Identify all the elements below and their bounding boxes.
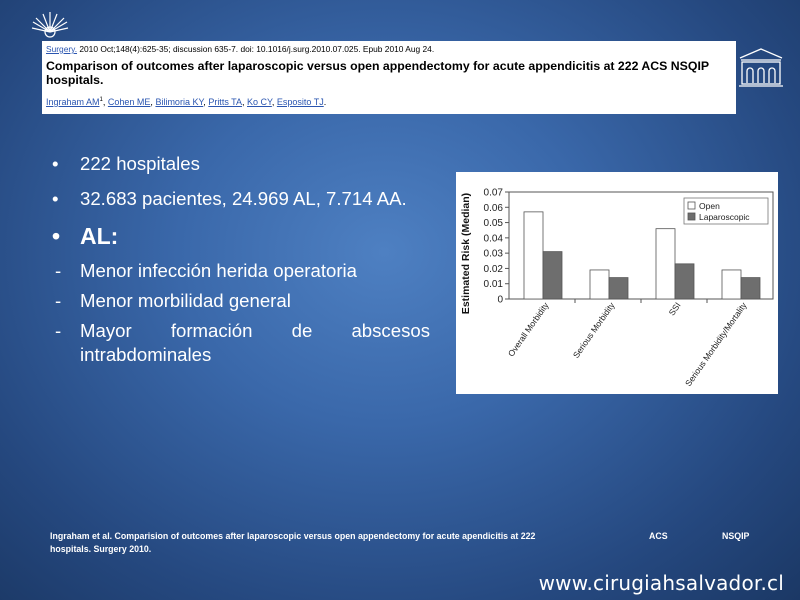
dash-mark: -	[55, 260, 62, 281]
legend-swatch	[688, 213, 695, 220]
bar-open	[524, 212, 543, 299]
footnote-nsqip: NSQIP	[722, 531, 750, 541]
bullet-mark: •	[52, 188, 59, 209]
dash-mark: -	[55, 320, 62, 341]
bullet-item	[50, 187, 430, 211]
bullet-item	[50, 152, 430, 176]
y-tick-label: 0.02	[483, 263, 503, 275]
website-url: www.cirugiahsalvador.cl	[538, 571, 784, 595]
bullet-mark: •	[52, 153, 59, 174]
author-link[interactable]: Pritts TA	[208, 97, 242, 107]
journal-link[interactable]: Surgery.	[46, 44, 78, 54]
y-tick-label: 0.04	[483, 233, 503, 245]
footnote-line-1: Ingraham et al. Comparision of outcomes after laparoscopic versus open appendectomy for acute apendicitis at 222	[50, 531, 536, 541]
author-link[interactable]: Bilimoria KY	[155, 97, 204, 107]
dash-text-continued: intrabdominales	[80, 344, 212, 365]
footnote	[50, 530, 770, 556]
bar-open	[722, 270, 741, 299]
bar-laparoscopic	[675, 264, 694, 299]
dash-item	[50, 259, 430, 283]
legend-label: Laparoscopic	[699, 212, 750, 222]
bar-laparoscopic	[741, 278, 760, 299]
citation-details: 2010 Oct;148(4):625-35; discussion 635-7. doi: 10.1016/j.surg.2010.07.025. Epub 2010 Aug 24.	[77, 44, 435, 54]
y-tick-label: 0.03	[483, 248, 503, 260]
chart-panel	[456, 172, 778, 394]
x-tick-label: Serious Morbidity/Mortality	[683, 300, 749, 389]
y-tick-label: 0.07	[483, 187, 503, 199]
hospital-building-logo-icon	[738, 46, 784, 88]
y-tick-label: 0.06	[483, 202, 503, 214]
author-link[interactable]: Ko CY	[247, 97, 272, 107]
article-title: Comparison of outcomes after laparoscopic versus open appendectomy for acute appendicitis at 222 ACS NSQIP hospitals.	[46, 59, 709, 87]
bullet-list	[50, 152, 430, 373]
citation-source-line	[46, 43, 732, 55]
bullet-text: 32.683 pacientes, 24.969 AL, 7.714 AA.	[80, 188, 407, 209]
author-affiliation-sup: 1	[99, 97, 103, 103]
bar-laparoscopic	[609, 278, 628, 299]
x-tick-label: Serious Morbidity	[570, 300, 617, 360]
bullet-text: AL:	[80, 223, 119, 249]
bar-chart	[456, 172, 778, 394]
dash-mark: -	[55, 290, 62, 311]
dash-text: Menor infección herida operatoria	[80, 260, 357, 281]
y-tick-label: 0	[497, 294, 503, 306]
bullet-item-heading	[50, 222, 430, 250]
y-tick-label: 0.01	[483, 279, 503, 291]
dash-text: Menor morbilidad general	[80, 290, 291, 311]
author-link[interactable]: Esposito TJ	[276, 97, 324, 107]
dash-item	[50, 289, 430, 313]
bar-laparoscopic	[543, 252, 562, 299]
y-axis-label: Estimated Risk (Median)	[460, 192, 472, 315]
legend-label: Open	[699, 201, 720, 211]
x-tick-label: Overall Morbidity	[505, 300, 551, 359]
footnote-line-2: hospitals. Surgery 2010.	[50, 544, 152, 554]
bullet-text: 222 hospitales	[80, 153, 200, 174]
dash-item	[50, 319, 430, 367]
author-link[interactable]: Ingraham AM	[46, 97, 100, 107]
bar-open	[656, 229, 675, 299]
author-link[interactable]: Cohen ME	[107, 97, 151, 107]
author-list-end: .	[323, 97, 327, 107]
author-list: Ingraham $AM^1$, Cohen ME, Bilimoria KY, Pritts TA, Ko CY, Esposito TJ.	[46, 97, 327, 107]
bar-open	[590, 270, 609, 299]
dash-text: Mayor formación de abscesos	[80, 320, 430, 341]
citation-box	[42, 41, 736, 114]
footnote-acs: ACS	[649, 531, 668, 541]
x-tick-label: SSI	[666, 300, 683, 318]
bullet-mark: •	[52, 223, 61, 249]
legend-swatch	[688, 202, 695, 209]
y-tick-label: 0.05	[483, 218, 503, 230]
